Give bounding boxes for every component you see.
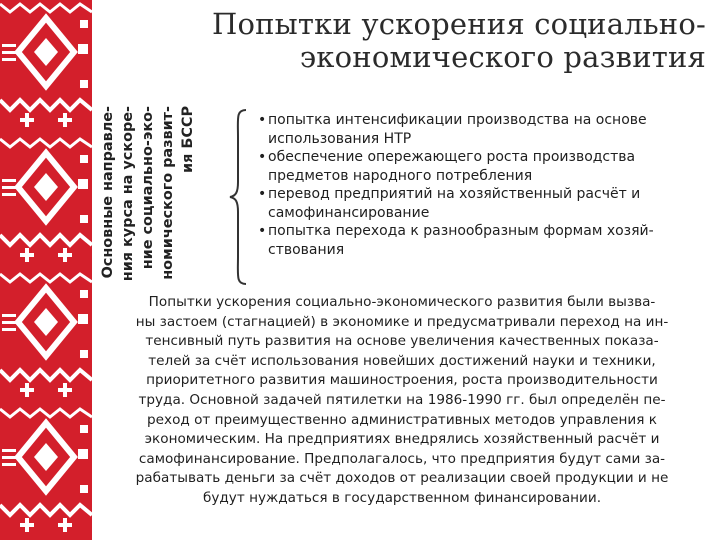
paragraph-line: телей за счёт использования новейших достижений науки и техники, xyxy=(148,352,656,369)
bullet-dot-icon: • xyxy=(258,186,267,202)
side-label xyxy=(98,106,218,286)
bullet-line: перевод предприятий на хозяйственный расчёт и xyxy=(268,186,641,202)
title-line: Попытки ускорения социально- xyxy=(211,7,706,41)
bullet-dot-icon: • xyxy=(258,112,267,128)
paragraph-line: труда. Основной задачей пятилетки на 1986-1990 гг. был определён пе- xyxy=(138,391,666,408)
paragraph-line: рабатывать деньги за счёт доходов от реализации своей продукции и не xyxy=(135,470,669,487)
paragraph-line: ны застоем (стагнацией) в экономике и предусматривали переход на ин- xyxy=(135,313,669,330)
bullet-item xyxy=(258,185,708,222)
bullet-item xyxy=(258,222,708,259)
curly-brace-icon xyxy=(228,108,250,286)
paragraph-line: тенсивный путь развития на основе увеличения качественных показа- xyxy=(145,333,659,350)
bullet-line: обеспечение опережающего роста производства xyxy=(268,149,636,165)
paragraph-line: Попытки ускорения социально-экономического развития были вызва- xyxy=(148,294,656,310)
paragraph-line: экономическим. На предприятиях внедрялись хозяйственный расчёт и xyxy=(144,431,660,448)
side-label-line: ия БССР xyxy=(180,106,196,173)
side-label-line: номического развит- xyxy=(160,106,176,280)
bullet-line: ствования xyxy=(268,241,345,258)
ornament-pattern xyxy=(0,0,92,540)
side-label-line: ния курса на ускоре- xyxy=(120,106,136,282)
belarusian-ornament-band xyxy=(0,0,92,540)
page-title xyxy=(210,8,706,74)
paragraph-line: будут нуждаться в государственном финансировании. xyxy=(202,489,602,506)
bullet-item xyxy=(258,148,708,185)
paragraph-line: приоритетного развития машиностроения, роста производительности xyxy=(146,372,658,389)
bullet-list xyxy=(258,111,708,259)
bullet-dot-icon: • xyxy=(258,223,267,239)
bullet-line: самофинансирование xyxy=(268,204,430,221)
bullet-line: предметов народного потребления xyxy=(268,167,533,184)
bullet-item xyxy=(258,111,708,148)
side-label-line: ние социально-эко- xyxy=(140,106,156,270)
title-line: экономического развития xyxy=(299,40,706,74)
paragraph-line: самофинансирование. Предполагалось, что предприятия будут сами за- xyxy=(138,450,666,467)
body-paragraph xyxy=(96,293,708,509)
side-label-text xyxy=(98,106,218,286)
bullet-dot-icon: • xyxy=(258,149,267,165)
bullet-line: использования НТР xyxy=(268,130,412,147)
bullet-line: попытка интенсификации производства на основе xyxy=(268,112,647,128)
paragraph-line: реход от преимущественно административных методов управления к xyxy=(147,411,657,428)
side-label-line: Основные направле- xyxy=(100,106,116,279)
bullet-line: попытка перехода к разнообразным формам хозяй- xyxy=(268,223,654,239)
